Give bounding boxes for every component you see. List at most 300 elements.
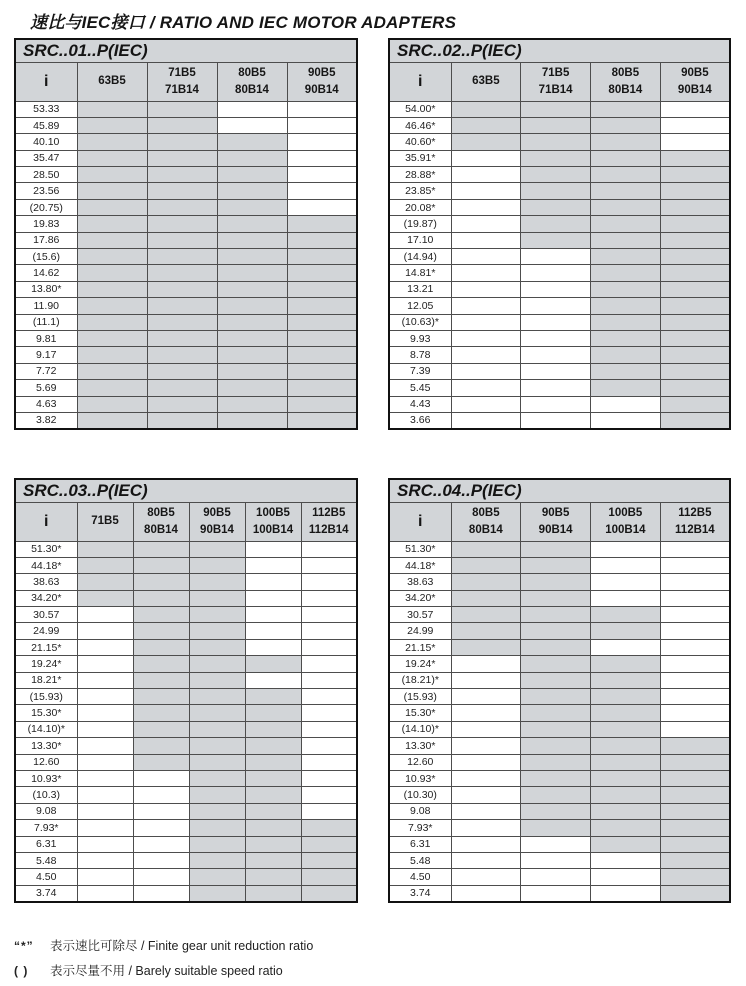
combo-available-cell xyxy=(245,656,301,672)
ratio-row xyxy=(15,820,357,836)
combo-available-cell xyxy=(189,656,245,672)
footnote-text: 表示速比可除尽 / Finite gear unit reduction ratio xyxy=(50,939,314,953)
combo-available-cell xyxy=(147,134,217,150)
ratio-value: (14.10)* xyxy=(15,721,77,737)
combo-empty-cell xyxy=(451,249,521,265)
combo-empty-cell xyxy=(451,705,521,721)
combo-empty-cell xyxy=(451,298,521,314)
combo-available-cell xyxy=(287,396,357,412)
ratio-value: 4.50 xyxy=(389,869,451,885)
combo-available-cell xyxy=(660,249,730,265)
ratio-value: 12.05 xyxy=(389,298,451,314)
combo-available-cell xyxy=(591,705,661,721)
ratio-row xyxy=(389,656,730,672)
motor-frame-column-header: 71B5 71B14 xyxy=(147,62,217,101)
ratio-row xyxy=(15,869,357,885)
combo-empty-cell xyxy=(301,689,357,705)
combo-empty-cell xyxy=(521,298,591,314)
ratio-value: 12.60 xyxy=(389,754,451,770)
ratio-row xyxy=(389,101,730,117)
combo-empty-cell xyxy=(591,852,661,868)
combo-available-cell xyxy=(591,232,661,248)
combo-available-cell xyxy=(521,216,591,232)
ratio-row xyxy=(389,803,730,819)
ratio-row xyxy=(389,347,730,363)
ratio-row xyxy=(389,590,730,606)
combo-available-cell xyxy=(245,787,301,803)
ratio-value: (20.75) xyxy=(15,199,77,215)
combo-empty-cell xyxy=(660,705,730,721)
combo-available-cell xyxy=(147,150,217,166)
combo-empty-cell xyxy=(660,101,730,117)
combo-available-cell xyxy=(217,183,287,199)
combo-available-cell xyxy=(77,167,147,183)
combo-available-cell xyxy=(133,607,189,623)
combo-available-cell xyxy=(189,754,245,770)
ratio-row xyxy=(15,607,357,623)
ratio-value: 40.10 xyxy=(15,134,77,150)
combo-available-cell xyxy=(521,134,591,150)
combo-available-cell xyxy=(245,869,301,885)
ratio-value: 44.18* xyxy=(15,557,77,573)
combo-available-cell xyxy=(660,330,730,346)
table-src01-piec xyxy=(14,38,358,430)
combo-available-cell xyxy=(660,314,730,330)
combo-available-cell xyxy=(77,199,147,215)
ratio-value: 9.81 xyxy=(15,330,77,346)
combo-available-cell xyxy=(591,380,661,396)
combo-available-cell xyxy=(591,721,661,737)
ratio-row xyxy=(389,623,730,639)
table-title: SRC..01..P(IEC) xyxy=(15,39,357,62)
ratio-value: 53.33 xyxy=(15,101,77,117)
combo-available-cell xyxy=(451,639,521,655)
ratio-value: 19.24* xyxy=(389,656,451,672)
combo-empty-cell xyxy=(133,869,189,885)
combo-empty-cell xyxy=(660,639,730,655)
ratio-value: 7.72 xyxy=(15,363,77,379)
motor-frame-column-header: 90B5 90B14 xyxy=(287,62,357,101)
combo-empty-cell xyxy=(521,314,591,330)
ratio-value: (15.93) xyxy=(15,689,77,705)
combo-empty-cell xyxy=(591,590,661,606)
combo-available-cell xyxy=(77,380,147,396)
combo-empty-cell xyxy=(591,541,661,557)
combo-available-cell xyxy=(189,541,245,557)
combo-available-cell xyxy=(217,412,287,428)
combo-available-cell xyxy=(189,852,245,868)
combo-empty-cell xyxy=(77,639,133,655)
ratio-value: (10.3) xyxy=(15,787,77,803)
combo-available-cell xyxy=(77,347,147,363)
combo-available-cell xyxy=(189,820,245,836)
combo-empty-cell xyxy=(77,656,133,672)
combo-empty-cell xyxy=(301,721,357,737)
combo-available-cell xyxy=(77,265,147,281)
ratio-value: 15.30* xyxy=(15,705,77,721)
page-title: 速比与IEC接口 / RATIO AND IEC MOTOR ADAPTERS xyxy=(30,13,457,32)
combo-available-cell xyxy=(77,396,147,412)
combo-empty-cell xyxy=(301,557,357,573)
combo-available-cell xyxy=(77,574,133,590)
combo-available-cell xyxy=(133,557,189,573)
combo-empty-cell xyxy=(77,787,133,803)
combo-available-cell xyxy=(451,623,521,639)
combo-empty-cell xyxy=(77,689,133,705)
ratio-value: 8.78 xyxy=(389,347,451,363)
ratio-value: 30.57 xyxy=(389,607,451,623)
combo-empty-cell xyxy=(451,265,521,281)
combo-available-cell xyxy=(660,396,730,412)
combo-available-cell xyxy=(147,167,217,183)
ratio-value: (14.94) xyxy=(389,249,451,265)
ratio-value: 10.93* xyxy=(15,770,77,786)
ratio-value: 9.93 xyxy=(389,330,451,346)
combo-available-cell xyxy=(591,216,661,232)
combo-empty-cell xyxy=(660,557,730,573)
combo-available-cell xyxy=(77,216,147,232)
combo-empty-cell xyxy=(451,281,521,297)
combo-empty-cell xyxy=(521,396,591,412)
combo-available-cell xyxy=(147,232,217,248)
ratio-value: 6.31 xyxy=(15,836,77,852)
combo-available-cell xyxy=(660,852,730,868)
ratio-row xyxy=(389,721,730,737)
combo-empty-cell xyxy=(591,557,661,573)
combo-available-cell xyxy=(521,199,591,215)
combo-empty-cell xyxy=(451,232,521,248)
combo-empty-cell xyxy=(660,590,730,606)
ratio-row xyxy=(389,412,730,428)
combo-empty-cell xyxy=(301,738,357,754)
combo-available-cell xyxy=(660,298,730,314)
ratio-value: 35.47 xyxy=(15,150,77,166)
combo-available-cell xyxy=(133,738,189,754)
ratio-row xyxy=(15,574,357,590)
ratio-row xyxy=(389,150,730,166)
combo-available-cell xyxy=(189,607,245,623)
combo-available-cell xyxy=(521,803,591,819)
ratio-value: 38.63 xyxy=(389,574,451,590)
combo-empty-cell xyxy=(301,639,357,655)
ratio-row xyxy=(15,150,357,166)
combo-available-cell xyxy=(189,705,245,721)
ratio-value: 7.39 xyxy=(389,363,451,379)
combo-available-cell xyxy=(245,689,301,705)
combo-available-cell xyxy=(591,167,661,183)
combo-available-cell xyxy=(591,672,661,688)
combo-available-cell xyxy=(189,787,245,803)
combo-empty-cell xyxy=(451,738,521,754)
combo-empty-cell xyxy=(301,607,357,623)
ratio-row xyxy=(15,623,357,639)
combo-available-cell xyxy=(189,770,245,786)
table-header-row xyxy=(15,62,357,101)
ratio-value: 35.91* xyxy=(389,150,451,166)
combo-available-cell xyxy=(660,265,730,281)
footnote-asterisk xyxy=(14,936,514,954)
combo-empty-cell xyxy=(451,412,521,428)
combo-empty-cell xyxy=(287,167,357,183)
ratio-row xyxy=(389,249,730,265)
combo-available-cell xyxy=(147,314,217,330)
table-title: SRC..02..P(IEC) xyxy=(389,39,730,62)
ratio-value: 24.99 xyxy=(389,623,451,639)
combo-available-cell xyxy=(287,314,357,330)
ratio-row xyxy=(389,820,730,836)
combo-empty-cell xyxy=(521,869,591,885)
ratio-value: 34.20* xyxy=(389,590,451,606)
combo-available-cell xyxy=(217,330,287,346)
combo-available-cell xyxy=(217,167,287,183)
ratio-value: 3.66 xyxy=(389,412,451,428)
combo-available-cell xyxy=(77,183,147,199)
combo-empty-cell xyxy=(133,803,189,819)
combo-available-cell xyxy=(133,705,189,721)
ratio-value: 13.30* xyxy=(389,738,451,754)
combo-available-cell xyxy=(521,656,591,672)
combo-empty-cell xyxy=(521,412,591,428)
combo-available-cell xyxy=(77,557,133,573)
ratio-row xyxy=(15,298,357,314)
combo-available-cell xyxy=(660,787,730,803)
combo-empty-cell xyxy=(77,770,133,786)
combo-available-cell xyxy=(521,639,591,655)
combo-empty-cell xyxy=(451,803,521,819)
combo-empty-cell xyxy=(301,574,357,590)
ratio-value: 45.89 xyxy=(15,117,77,133)
combo-available-cell xyxy=(245,885,301,901)
combo-available-cell xyxy=(521,820,591,836)
combo-empty-cell xyxy=(591,885,661,901)
ratio-row xyxy=(15,770,357,786)
combo-empty-cell xyxy=(301,590,357,606)
combo-available-cell xyxy=(301,852,357,868)
combo-empty-cell xyxy=(660,721,730,737)
combo-empty-cell xyxy=(301,541,357,557)
combo-available-cell xyxy=(591,265,661,281)
combo-available-cell xyxy=(77,412,147,428)
ratio-adapter-table xyxy=(388,478,731,903)
motor-frame-column-header: 80B5 80B14 xyxy=(217,62,287,101)
combo-available-cell xyxy=(521,101,591,117)
combo-available-cell xyxy=(77,363,147,379)
combo-available-cell xyxy=(591,623,661,639)
combo-empty-cell xyxy=(660,134,730,150)
combo-available-cell xyxy=(591,199,661,215)
combo-available-cell xyxy=(591,134,661,150)
ratio-row xyxy=(15,216,357,232)
combo-available-cell xyxy=(147,298,217,314)
ratio-value: 30.57 xyxy=(15,607,77,623)
combo-available-cell xyxy=(133,541,189,557)
combo-empty-cell xyxy=(133,787,189,803)
ratio-row xyxy=(15,249,357,265)
combo-available-cell xyxy=(660,347,730,363)
combo-empty-cell xyxy=(301,623,357,639)
combo-available-cell xyxy=(147,330,217,346)
ratio-row xyxy=(15,314,357,330)
ratio-row xyxy=(389,836,730,852)
ratio-row xyxy=(389,232,730,248)
ratio-row xyxy=(389,330,730,346)
ratio-value: (10.30) xyxy=(389,787,451,803)
ratio-row xyxy=(15,672,357,688)
ratio-row xyxy=(15,590,357,606)
combo-available-cell xyxy=(660,738,730,754)
ratio-adapter-table xyxy=(14,478,358,903)
combo-available-cell xyxy=(521,721,591,737)
combo-available-cell xyxy=(287,330,357,346)
ratio-row xyxy=(15,836,357,852)
combo-available-cell xyxy=(245,852,301,868)
combo-empty-cell xyxy=(245,639,301,655)
ratio-value: (18.21)* xyxy=(389,672,451,688)
combo-empty-cell xyxy=(77,738,133,754)
ratio-row xyxy=(389,314,730,330)
combo-empty-cell xyxy=(287,117,357,133)
ratio-row xyxy=(389,639,730,655)
combo-empty-cell xyxy=(451,689,521,705)
ratio-row xyxy=(389,298,730,314)
combo-available-cell xyxy=(77,134,147,150)
combo-empty-cell xyxy=(133,852,189,868)
combo-available-cell xyxy=(147,117,217,133)
ratio-row xyxy=(389,183,730,199)
ratio-value: 5.48 xyxy=(389,852,451,868)
combo-available-cell xyxy=(189,574,245,590)
combo-available-cell xyxy=(521,232,591,248)
combo-available-cell xyxy=(77,117,147,133)
combo-available-cell xyxy=(521,183,591,199)
combo-available-cell xyxy=(133,754,189,770)
table-title: SRC..04..P(IEC) xyxy=(389,479,730,502)
ratio-row xyxy=(389,754,730,770)
ratio-row xyxy=(389,689,730,705)
combo-available-cell xyxy=(660,803,730,819)
combo-empty-cell xyxy=(77,852,133,868)
combo-empty-cell xyxy=(217,117,287,133)
ratio-row xyxy=(15,199,357,215)
parentheses-symbol: ( ) xyxy=(14,964,29,978)
combo-empty-cell xyxy=(77,803,133,819)
combo-empty-cell xyxy=(451,869,521,885)
combo-available-cell xyxy=(591,607,661,623)
ratio-value: 13.80* xyxy=(15,281,77,297)
combo-available-cell xyxy=(451,541,521,557)
combo-available-cell xyxy=(660,183,730,199)
combo-empty-cell xyxy=(521,347,591,363)
combo-available-cell xyxy=(451,557,521,573)
ratio-value: 15.30* xyxy=(389,705,451,721)
ratio-value: 46.46* xyxy=(389,117,451,133)
combo-available-cell xyxy=(217,199,287,215)
combo-empty-cell xyxy=(451,330,521,346)
ratio-row xyxy=(15,639,357,655)
combo-available-cell xyxy=(451,574,521,590)
combo-available-cell xyxy=(133,689,189,705)
ratio-row xyxy=(15,167,357,183)
combo-available-cell xyxy=(133,574,189,590)
ratio-value: 9.17 xyxy=(15,347,77,363)
combo-available-cell xyxy=(245,803,301,819)
combo-empty-cell xyxy=(245,672,301,688)
combo-empty-cell xyxy=(77,869,133,885)
combo-available-cell xyxy=(287,281,357,297)
footnote-text: 表示尽量不用 / Barely suitable speed ratio xyxy=(50,964,283,978)
combo-empty-cell xyxy=(591,639,661,655)
combo-available-cell xyxy=(189,885,245,901)
ratio-row xyxy=(389,541,730,557)
combo-available-cell xyxy=(189,738,245,754)
combo-available-cell xyxy=(591,281,661,297)
combo-available-cell xyxy=(660,167,730,183)
ratio-row xyxy=(389,380,730,396)
ratio-row xyxy=(15,721,357,737)
combo-empty-cell xyxy=(451,672,521,688)
combo-available-cell xyxy=(245,770,301,786)
combo-empty-cell xyxy=(451,754,521,770)
ratio-column-header: i xyxy=(389,62,451,101)
combo-available-cell xyxy=(451,134,521,150)
combo-empty-cell xyxy=(245,541,301,557)
motor-frame-column-header: 90B5 90B14 xyxy=(521,502,591,541)
ratio-row xyxy=(389,770,730,786)
ratio-row xyxy=(15,347,357,363)
ratio-value: 7.93* xyxy=(389,820,451,836)
combo-available-cell xyxy=(660,150,730,166)
ratio-row xyxy=(389,705,730,721)
motor-frame-column-header: 63B5 xyxy=(451,62,521,101)
ratio-value: 44.18* xyxy=(389,557,451,573)
combo-available-cell xyxy=(591,249,661,265)
combo-empty-cell xyxy=(301,656,357,672)
combo-available-cell xyxy=(591,770,661,786)
combo-empty-cell xyxy=(660,672,730,688)
combo-empty-cell xyxy=(77,754,133,770)
ratio-value: 11.90 xyxy=(15,298,77,314)
ratio-row xyxy=(15,265,357,281)
combo-empty-cell xyxy=(451,199,521,215)
motor-frame-column-header: 100B5 100B14 xyxy=(245,502,301,541)
combo-available-cell xyxy=(660,869,730,885)
ratio-value: 23.85* xyxy=(389,183,451,199)
ratio-value: 24.99 xyxy=(15,623,77,639)
combo-empty-cell xyxy=(451,347,521,363)
combo-empty-cell xyxy=(301,770,357,786)
ratio-row xyxy=(389,885,730,901)
combo-empty-cell xyxy=(660,656,730,672)
combo-available-cell xyxy=(660,836,730,852)
ratio-row xyxy=(15,412,357,428)
ratio-row xyxy=(15,183,357,199)
motor-frame-column-header: 112B5 112B14 xyxy=(301,502,357,541)
ratio-row xyxy=(389,281,730,297)
combo-available-cell xyxy=(591,183,661,199)
ratio-value: (14.10)* xyxy=(389,721,451,737)
ratio-row xyxy=(389,363,730,379)
combo-empty-cell xyxy=(521,852,591,868)
combo-empty-cell xyxy=(521,330,591,346)
ratio-adapter-table xyxy=(14,38,358,430)
ratio-value: 4.63 xyxy=(15,396,77,412)
combo-available-cell xyxy=(301,869,357,885)
combo-empty-cell xyxy=(521,249,591,265)
ratio-value: 7.93* xyxy=(15,820,77,836)
combo-empty-cell xyxy=(451,314,521,330)
combo-available-cell xyxy=(301,885,357,901)
motor-frame-column-header: 71B5 xyxy=(77,502,133,541)
